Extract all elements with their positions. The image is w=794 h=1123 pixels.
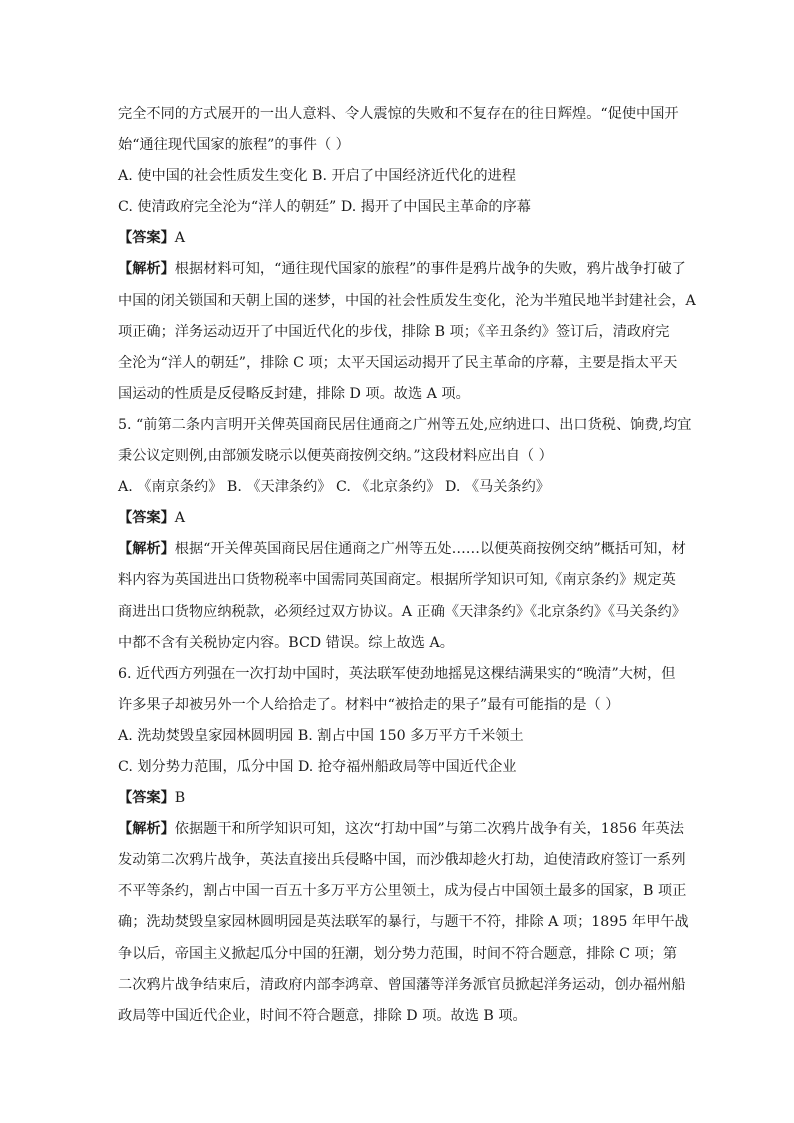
answer-value: B (174, 790, 186, 807)
text-line: 秉公议定则例,由部颁发晓示以便英商按例交纳。”这段材料应出自（ ） (118, 448, 553, 465)
text-line: 发动第二次鸦片战争，英法直接出兵侵略中国，而沙俄却趁火打劫，迫使清政府签订一系列 (118, 852, 686, 869)
text-line: 项正确；洋务运动迈开了中国近代化的步伐，排除 B 项；《辛丑条约》签订后，清政府完 (118, 323, 670, 340)
question-5-stem (118, 410, 692, 472)
question-4-answer (118, 223, 688, 254)
answer-tag: 【答案】 (118, 510, 175, 527)
text-line: 商进出口货物应纳税款，必须经过双方协议。A 正确《天津条约》《北京条约》《马关条约》 (118, 603, 687, 620)
answer-value: A (174, 510, 186, 527)
text-line: 政局等中国近代企业，时间不符合题意，排除 D 项。故选 B 项。 (118, 1007, 527, 1024)
text-line: 根据“开关俾英国商民居住通商之广州等五处……以便英商按例交纳”概括可知，材 (174, 541, 686, 558)
analysis-tag: 【解析】 (118, 821, 175, 838)
text-line: 中都不含有关税协定内容。BCD 错误。综上故选 A。 (118, 634, 454, 651)
question-5-answer (118, 503, 688, 534)
text-line: 依据题干和所学知识可知，这次“打劫中国”与第二次鸦片战争有关，1856 年英法 (174, 821, 684, 838)
answer-tag: 【答案】 (118, 790, 175, 807)
analysis-tag: 【解析】 (118, 261, 175, 278)
question-6-stem (118, 659, 688, 721)
text-line: 二次鸦片战争结束后，清政府内部李鸿章、曾国藩等洋务派官员掀起洋务运动，创办福州船 (118, 976, 686, 993)
text-line: 始“通往现代国家的旅程”的事件（ ） (118, 137, 350, 154)
question-6-options (118, 721, 688, 783)
text-line: 5. “前第二条内言明开关俾英国商民居住通商之广州等五处,应纳进口、出口货税、饷费,均宜 (118, 416, 692, 433)
answer-value: A (174, 230, 186, 247)
question-4-stem-tail (118, 99, 688, 161)
question-4-analysis (118, 254, 696, 409)
text-line: 许多果子却被另外一个人给拾走了。材料中“被拾走的果子”最有可能指的是（ ） (118, 696, 620, 713)
question-5-analysis (118, 534, 688, 658)
option-line: A. 使中国的社会性质发生变化 B. 开启了中国经济近代化的进程 (118, 168, 516, 185)
option-line: A. 洗劫焚毁皇家园林圆明园 B. 割占中国 150 多万平方千米领土 (118, 727, 524, 744)
text-line: 不平等条约，割占中国一百五十多万平方公里领土，成为侵占中国领土最多的国家，B 项正 (118, 883, 687, 900)
analysis-tag: 【解析】 (118, 541, 175, 558)
text-line: 国运动的性质是反侵略反封建，排除 D 项。故选 A 项。 (118, 385, 470, 402)
question-6-answer (118, 783, 688, 814)
question-4-options (118, 161, 688, 223)
document-page (118, 99, 696, 1032)
text-line: 料内容为英国进出口货物税率中国需同英国商定。根据所学知识可知,《南京条约》规定英 (118, 572, 676, 589)
text-line: 确；洗劫焚毁皇家园林圆明园是英法联军的暴行，与题干不符，排除 A 项；1895 年甲午战 (118, 914, 689, 931)
text-line: 全沦为“洋人的朝廷”，排除 C 项；太平天国运动揭开了民主革命的序幕，主要是指太平天 (118, 354, 678, 371)
question-6-analysis (118, 814, 688, 1032)
text-line: 争以后，帝国主义掀起瓜分中国的狂潮，划分势力范围，时间不符合题意，排除 C 项；第 (118, 945, 678, 962)
answer-tag: 【答案】 (118, 230, 175, 247)
option-line: C. 使清政府完全沦为“洋人的朝廷” D. 揭开了中国民主革命的序幕 (118, 199, 531, 216)
option-line: A. 《南京条约》 B. 《天津条约》 C. 《北京条约》 D. 《马关条约》 (118, 479, 550, 496)
text-line: 完全不同的方式展开的一出人意料、令人震惊的失败和不复存在的往日辉煌。“促使中国开 (118, 106, 679, 122)
option-line: C. 划分势力范围，瓜分中国 D. 抢夺福州船政局等中国近代企业 (118, 758, 517, 775)
text-line: 6. 近代西方列强在一次打劫中国时，英法联军使劲地摇晃这棵结满果实的“晚清”大树，但 (118, 665, 676, 682)
text-line: 中国的闭关锁国和天朝上国的迷梦，中国的社会性质发生变化，沦为半殖民地半封建社会，A (118, 292, 696, 309)
question-5-options (118, 472, 688, 503)
text-line: 根据材料可知，“通往现代国家的旅程”的事件是鸦片战争的失败，鸦片战争打破了 (174, 261, 686, 278)
